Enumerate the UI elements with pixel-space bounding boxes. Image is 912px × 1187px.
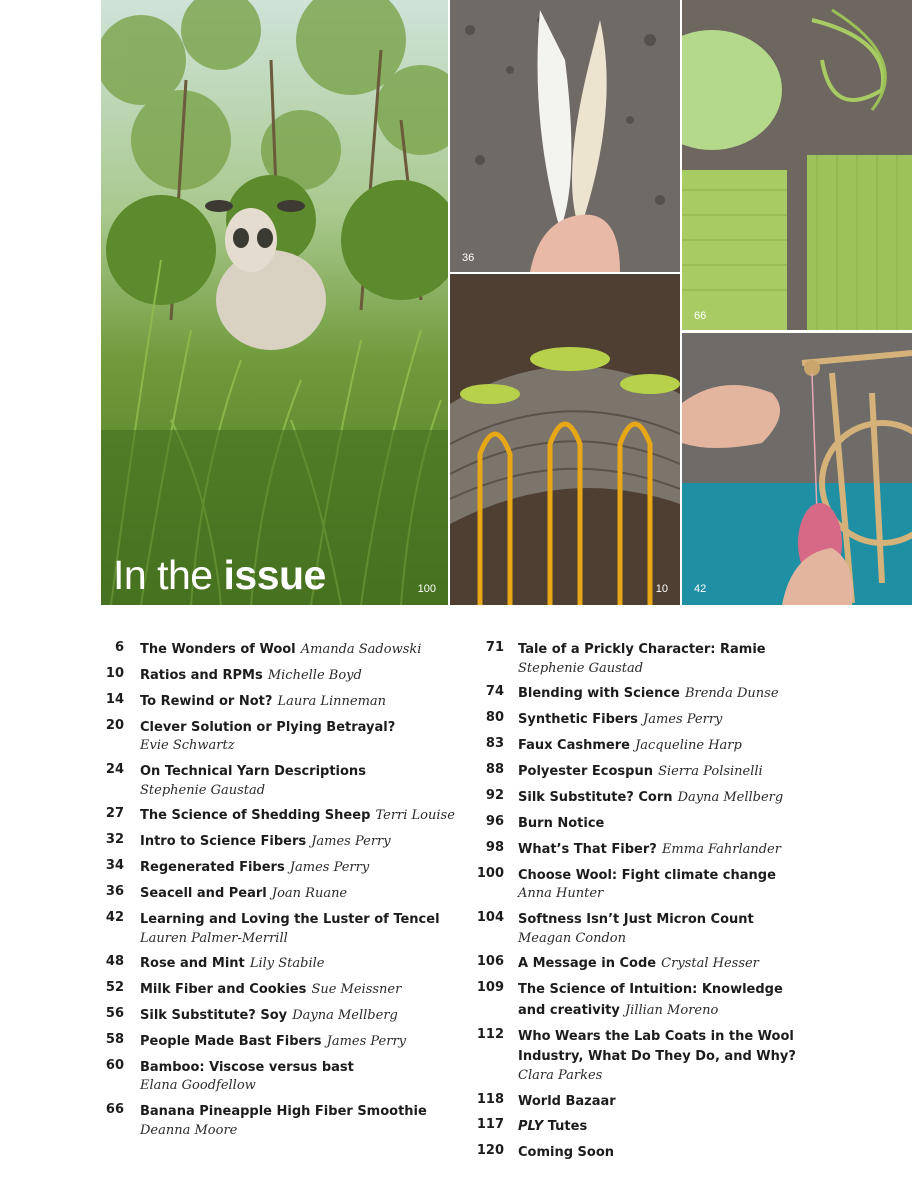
toc-page-number: 14: [105, 691, 124, 707]
toc-entry-text: [140, 831, 460, 852]
toc-page-number: 74: [485, 684, 504, 700]
toc-entry[interactable]: [474, 839, 804, 860]
toc-entry-text: [518, 1142, 804, 1163]
toc-title-text: Burn Notice: [518, 815, 605, 831]
toc-author: Deanna Moore: [140, 1122, 238, 1138]
toc-article-title: [518, 642, 766, 657]
toc-entry[interactable]: [474, 953, 804, 974]
toc-title-text: Milk Fiber and Cookies: [140, 982, 307, 998]
toc-left-column: [100, 639, 460, 1146]
toc-author: James Perry: [311, 834, 391, 850]
toc-article-title: [140, 956, 245, 971]
toc-title-text: Tale of a Prickly Character: Ramie: [518, 642, 766, 657]
toc-author: Michelle Boyd: [267, 667, 362, 683]
toc-title-text: The Science of Intuition: Knowledge and creativity: [518, 982, 783, 1018]
toc-author: Brenda Dunse: [684, 686, 779, 702]
toc-title-text: What’s That Fiber?: [518, 841, 657, 857]
toc-article-title: [140, 886, 267, 901]
toc-entry-text: [518, 865, 804, 904]
toc-entry[interactable]: [474, 1091, 804, 1112]
toc-entry[interactable]: [474, 1142, 804, 1163]
toc-page-number: 60: [105, 1057, 124, 1073]
toc-entry[interactable]: [100, 691, 460, 712]
toc-page-number: 66: [105, 1102, 124, 1118]
toc-author: Jillian Moreno: [624, 1002, 719, 1018]
toc-title-text: Who Wears the Lab Coats in the Wool Industry, What Do They Do, and Why?: [518, 1028, 796, 1065]
toc-article-title: [140, 808, 370, 823]
toc-entry-text: [518, 1026, 804, 1086]
toc-entry-text: [140, 857, 460, 878]
toc-page-number: 71: [485, 640, 504, 655]
toc-title-text: Coming Soon: [518, 1145, 615, 1161]
toc-entry[interactable]: [100, 1057, 460, 1096]
toc-page-number: 92: [485, 787, 504, 803]
toc-article-title: [518, 1119, 587, 1134]
toc-entry[interactable]: [474, 735, 804, 756]
toc-page-number: 98: [485, 839, 504, 855]
toc-title-text: Softness Isn’t Just Micron Count: [518, 912, 754, 928]
toc-entry-text: [140, 883, 460, 904]
toc-entry-text: [518, 709, 804, 730]
toc-entry[interactable]: [100, 953, 460, 974]
toc-entry[interactable]: [100, 1031, 460, 1052]
toc-page-number: 27: [105, 806, 124, 822]
toc-entry[interactable]: [474, 979, 804, 1020]
toc-article-title: [140, 764, 366, 779]
toc-page-number: 96: [485, 813, 504, 829]
toc-title-text: Seacell and Pearl: [140, 886, 267, 902]
toc-entry[interactable]: [100, 805, 460, 826]
toc-title-text: Faux Cashmere: [518, 738, 630, 754]
toc-entry[interactable]: [474, 865, 804, 904]
toc-author: Terri Louise: [375, 808, 455, 824]
issue-heading: [113, 552, 326, 599]
toc-author: Dayna Mellberg: [677, 789, 784, 805]
toc-title-text: Ratios and RPMs: [140, 667, 263, 683]
toc-author: Anna Hunter: [518, 886, 604, 902]
toc-entry-text: [140, 717, 460, 756]
toc-author: James Perry: [642, 712, 723, 728]
toc-entry-text: [518, 979, 804, 1020]
toc-page-number: 24: [105, 762, 124, 778]
yarn-photo: [450, 274, 680, 605]
toc-page-number: 106: [476, 954, 504, 970]
toc-page-number: 58: [105, 1032, 124, 1048]
spinning-photo: [682, 333, 912, 605]
toc-author: Stephenie Gaustad: [518, 660, 644, 676]
toc-article-title: [140, 642, 296, 657]
toc-entry[interactable]: [474, 683, 804, 704]
toc-article-title: [140, 694, 272, 709]
toc-author: Lily Stabile: [249, 956, 325, 972]
sheep-photo: [101, 0, 448, 605]
toc-article-title: [140, 912, 440, 927]
toc-entry-text: [140, 909, 460, 948]
toc-entry-text: [518, 953, 804, 974]
sheep-illustration: [101, 0, 448, 605]
toc-article-title: [518, 1094, 616, 1109]
toc-entry-text: [518, 839, 804, 860]
toc-page-number: 83: [485, 736, 504, 752]
toc-author: Stephenie Gaustad: [140, 782, 266, 798]
toc-title-text: Blending with Science: [518, 686, 680, 702]
toc-article-title: [518, 738, 630, 753]
toc-entry[interactable]: [474, 813, 804, 834]
toc-page-number: 56: [105, 1006, 124, 1022]
toc-page-number: 117: [476, 1117, 504, 1133]
swatch-illustration: [682, 0, 912, 330]
toc-entry-text: [140, 1101, 460, 1140]
toc-page-number: 42: [105, 910, 124, 926]
toc-title-text: Regenerated Fibers: [140, 860, 285, 876]
toc-entry-text: [140, 1031, 460, 1052]
toc-title-text: Clever Solution or Plying Betrayal?: [140, 719, 396, 735]
toc-title-text: Silk Substitute? Soy: [140, 1008, 288, 1024]
toc-title-text: The Science of Shedding Sheep: [140, 808, 371, 824]
toc-page-number: 48: [105, 954, 124, 970]
toc-title-text: Polyester Ecospun: [518, 764, 653, 780]
toc-article-title: [518, 956, 656, 971]
toc-title-text: To Rewind or Not?: [140, 693, 273, 709]
toc-article-title: [140, 860, 285, 875]
toc-author: Laura Linneman: [277, 693, 387, 709]
toc-author: Emma Fahrlander: [661, 841, 781, 857]
toc-author: Clara Parkes: [518, 1067, 603, 1083]
toc-author: Lauren Palmer-Merrill: [140, 930, 288, 946]
toc-entry-text: [518, 909, 804, 948]
yarn-illustration: [450, 274, 680, 605]
toc-title-text: Synthetic Fibers: [518, 712, 638, 728]
toc-page-number: 6: [114, 640, 124, 655]
toc-entry[interactable]: [100, 979, 460, 1000]
toc-page-number: 88: [485, 762, 504, 778]
toc-page-number: 10: [105, 665, 124, 681]
toc-entry-text: [518, 1116, 804, 1137]
toc-title-italic: PLY: [518, 1119, 544, 1135]
toc-author: James Perry: [289, 860, 370, 876]
toc-author: Dayna Mellberg: [292, 1008, 398, 1024]
toc-entry[interactable]: [100, 639, 460, 660]
toc-author: Sierra Polsinelli: [658, 764, 763, 780]
sheep-page-number: 100: [417, 583, 436, 595]
toc-entry-text: [518, 813, 804, 834]
toc-entry[interactable]: [100, 1101, 460, 1140]
toc-page-number: 80: [485, 710, 504, 726]
toc-page-number: 34: [105, 858, 124, 874]
toc-title-text: A Message in Code: [518, 956, 657, 972]
yarn-page-number: 10: [655, 583, 668, 595]
toc-entry[interactable]: [474, 761, 804, 782]
toc-article-title: [518, 842, 657, 857]
toc-page-number: 104: [476, 910, 504, 926]
toc-entry[interactable]: [100, 831, 460, 852]
toc-entry-text: [140, 665, 460, 686]
fiber-illustration: [450, 0, 680, 272]
toc-author: Evie Schwartz: [140, 738, 235, 754]
toc-entry-text: [140, 1057, 460, 1096]
toc-entry[interactable]: [474, 639, 804, 678]
toc-title-text: Silk Substitute? Corn: [518, 789, 673, 805]
fiber-page-number: 36: [462, 252, 475, 264]
toc-article-title: [140, 1060, 354, 1075]
toc-article-title: [518, 816, 604, 831]
toc-title-text: Banana Pineapple High Fiber Smoothie: [140, 1104, 427, 1120]
toc-title-text: Bamboo: Viscose versus bast: [140, 1059, 354, 1075]
toc-article-title: [518, 790, 672, 805]
swatch-page-number: 66: [694, 310, 707, 322]
toc-entry[interactable]: [100, 665, 460, 686]
toc-author: Crystal Hesser: [661, 956, 759, 972]
toc-page-number: 112: [476, 1026, 504, 1042]
toc-entry-text: [140, 761, 460, 800]
toc-title-text: Intro to Science Fibers: [140, 834, 307, 850]
toc-entry[interactable]: [100, 857, 460, 878]
toc-entry[interactable]: [100, 717, 460, 756]
toc-article-title: [518, 712, 638, 727]
toc-entry[interactable]: [474, 909, 804, 948]
toc-title-text: World Bazaar: [518, 1093, 616, 1109]
toc-title-text: The Wonders of Wool: [140, 642, 296, 657]
toc-article-title: [140, 982, 306, 997]
toc-author: Meagan Condon: [518, 930, 626, 946]
toc-page-number: 109: [476, 980, 504, 996]
toc-author: Amanda Sadowski: [300, 642, 422, 657]
toc-entry[interactable]: [474, 1026, 804, 1086]
toc-entry[interactable]: [474, 787, 804, 808]
toc-page-number: 52: [105, 980, 124, 996]
toc-article-title: [140, 1104, 427, 1119]
toc-entry[interactable]: [474, 1116, 804, 1137]
toc-author: Sue Meissner: [311, 982, 402, 998]
toc-entry-text: [518, 1091, 804, 1112]
toc-entry-text: [140, 953, 460, 974]
toc-title-text: People Made Bast Fibers: [140, 1034, 322, 1050]
toc-entry[interactable]: [100, 909, 460, 948]
toc-entry-text: [140, 979, 460, 1000]
spinning-page-number: 42: [694, 583, 707, 595]
toc-title-text: Choose Wool: Fight climate change: [518, 867, 776, 883]
toc-title-text: Tutes: [547, 1119, 588, 1135]
spinning-illustration: [682, 333, 912, 605]
toc-article-title: [140, 1034, 322, 1049]
toc-article-title: [518, 868, 776, 883]
toc-author: Elana Goodfellow: [140, 1078, 256, 1094]
toc-entry[interactable]: [100, 1005, 460, 1026]
toc-page-number: 20: [105, 717, 124, 733]
toc-entry-text: [140, 691, 460, 712]
toc-page-number: 118: [476, 1091, 504, 1107]
toc-page-number: 32: [105, 832, 124, 848]
toc-entry-text: [140, 805, 460, 826]
toc-author: Joan Ruane: [271, 886, 348, 902]
toc-article-title: [140, 834, 306, 849]
toc-article-title: [518, 764, 653, 779]
fiber-photo: [450, 0, 680, 272]
toc-entry[interactable]: [100, 883, 460, 904]
toc-entry-text: [518, 683, 804, 704]
toc-article-title: [140, 668, 263, 683]
toc-article-title: [140, 720, 395, 735]
toc-author: Jacqueline Harp: [635, 738, 742, 754]
toc-author: James Perry: [326, 1034, 407, 1050]
toc-entry-text: [140, 1005, 460, 1026]
issue-heading-bold: issue: [223, 552, 326, 598]
toc-entry[interactable]: [474, 709, 804, 730]
toc-entry[interactable]: [100, 761, 460, 800]
toc-title-text: Learning and Loving the Luster of Tencel: [140, 912, 440, 928]
toc-entry-text: [518, 761, 804, 782]
toc-entry-text: [518, 787, 804, 808]
toc-entry-text: [518, 639, 804, 678]
toc-article-title: [518, 686, 680, 701]
toc-article-title: [140, 1008, 287, 1023]
toc-page-number: 36: [105, 884, 124, 900]
toc-entry-text: [518, 735, 804, 756]
toc-title-text: On Technical Yarn Descriptions: [140, 764, 366, 780]
toc-right-column: [474, 639, 804, 1168]
toc-article-title: [518, 1029, 796, 1065]
toc-article-title: [518, 912, 754, 927]
toc-page-number: 120: [476, 1143, 504, 1159]
issue-heading-light: In the: [113, 552, 213, 598]
toc-entry-text: [140, 639, 460, 660]
toc-article-title: [518, 1145, 614, 1160]
swatch-photo: [682, 0, 912, 330]
toc-title-text: Rose and Mint: [140, 956, 245, 972]
toc-page-number: 100: [476, 865, 504, 881]
